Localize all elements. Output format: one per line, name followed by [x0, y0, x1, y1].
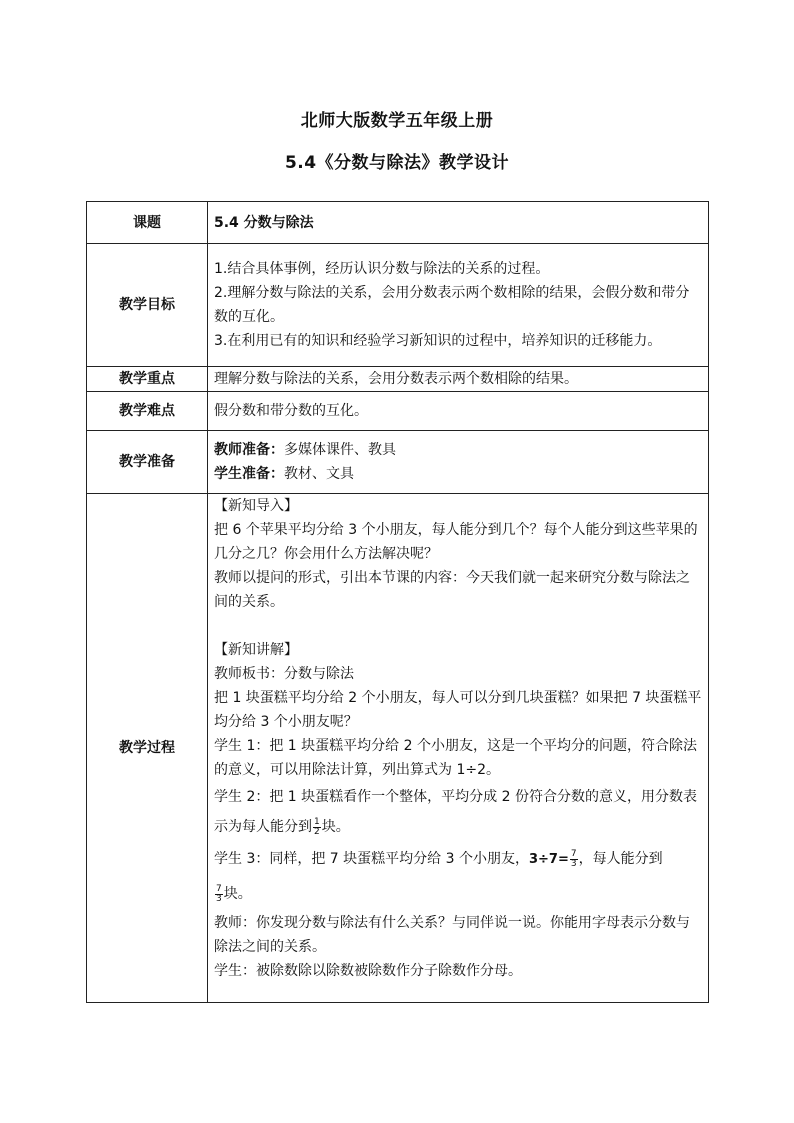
student2-text-b: 块。 — [321, 819, 350, 835]
fraction-seven-thirds — [570, 850, 578, 869]
fraction-denominator: 2 — [314, 826, 320, 837]
goal-item: 2.理解分数与除法的关系，会用分数表示两个数相除的结果，会假分数和带分数的互化。 — [214, 285, 690, 325]
topic-label: 课题 — [87, 202, 208, 244]
question-text: 把 1 块蛋糕平均分给 2 个小朋友，每人可以分到几块蛋糕？如果把 7 块蛋糕平均分给 3 个小朋友呢？ — [214, 690, 702, 730]
preparation-label: 教学准备 — [87, 431, 208, 494]
fraction-numerator: 7 — [570, 848, 577, 859]
preparation-content — [208, 431, 709, 494]
table-row-goals — [87, 244, 709, 367]
fraction-denominator: 3 — [570, 858, 577, 869]
teacher-question: 教师：你发现分数与除法有什么关系？与同伴说一说。你能用字母表示分数与除法之间的关系。 — [214, 915, 690, 955]
student2-text-a: 学生 2：把 1 块蛋糕看作一个整体，平均分成 2 份符合分数的意义，用分数表示为每人能分到 — [214, 789, 697, 835]
fraction-one-half — [313, 818, 321, 837]
student-preparation — [214, 462, 702, 486]
board-note: 教师板书：分数与除法 — [214, 666, 354, 682]
goals-label: 教学目标 — [87, 244, 208, 367]
student3-answer-cont — [214, 877, 702, 911]
table-row-key-points — [87, 367, 709, 392]
process-label: 教学过程 — [87, 494, 208, 1003]
fraction-numerator: 1 — [314, 816, 320, 827]
intro-text: 把 6 个苹果平均分给 3 个小朋友，每人能分到几个？每个人能分到这些苹果的几分之几？你会用什么方法解决呢？ — [214, 522, 698, 562]
teacher-prep-label: 教师准备： — [214, 442, 284, 458]
student1-answer: 学生 1：把 1 块蛋糕平均分给 2 个小朋友，这是一个平均分的问题，符合除法的意义，可以用除法计算，列出算式为 1÷2。 — [214, 738, 697, 778]
difficulties-label: 教学难点 — [87, 392, 208, 431]
goal-item: 3.在利用已有的知识和经验学习新知识的过程中，培养知识的迁移能力。 — [214, 333, 662, 349]
student-prep-label: 学生准备： — [214, 466, 284, 482]
student3-formula: 3÷7= — [528, 852, 569, 867]
process-content — [208, 494, 709, 1003]
table-row-preparation — [87, 431, 709, 494]
intro-teacher: 教师以提问的形式，引出本节课的内容：今天我们就一起来研究分数与除法之间的关系。 — [214, 570, 690, 610]
key-points-label: 教学重点 — [87, 367, 208, 392]
fraction-numerator: 7 — [216, 883, 222, 894]
student2-answer — [214, 782, 702, 842]
lesson-plan-table — [86, 201, 709, 1003]
intro-heading: 【新知导入】 — [214, 498, 298, 514]
table-row-difficulties — [87, 392, 709, 431]
student3-text-a: 学生 3：同样，把 7 块蛋糕平均分给 3 个小朋友， — [214, 851, 529, 867]
student3-text-b: ，每人能分到 — [578, 851, 663, 867]
student3-text-c: 块。 — [223, 886, 252, 902]
spacer — [214, 614, 702, 638]
document-title: 北师大版数学五年级上册 — [300, 111, 494, 131]
fraction-seven-thirds — [215, 885, 223, 904]
goal-item: 1.结合具体事例，经历认识分数与除法的关系的过程。 — [214, 261, 550, 277]
teacher-preparation — [214, 438, 702, 462]
table-row-topic — [87, 202, 709, 244]
fraction-denominator: 3 — [216, 893, 222, 904]
explain-heading: 【新知讲解】 — [214, 642, 298, 658]
goals-content — [208, 244, 709, 367]
student3-answer — [214, 842, 702, 877]
document-subtitle: 5.4《分数与除法》教学设计 — [284, 153, 510, 173]
topic-value: 5.4 分数与除法 — [208, 202, 709, 244]
table-row-process — [87, 494, 709, 1003]
student-answer: 学生：被除数除以除数被除数作分子除数作分母。 — [214, 963, 522, 979]
student-prep-value: 教材、文具 — [284, 466, 354, 482]
key-points-value: 理解分数与除法的关系，会用分数表示两个数相除的结果。 — [208, 367, 709, 392]
difficulties-value: 假分数和带分数的互化。 — [208, 392, 709, 431]
teacher-prep-value: 多媒体课件、教具 — [284, 442, 396, 458]
